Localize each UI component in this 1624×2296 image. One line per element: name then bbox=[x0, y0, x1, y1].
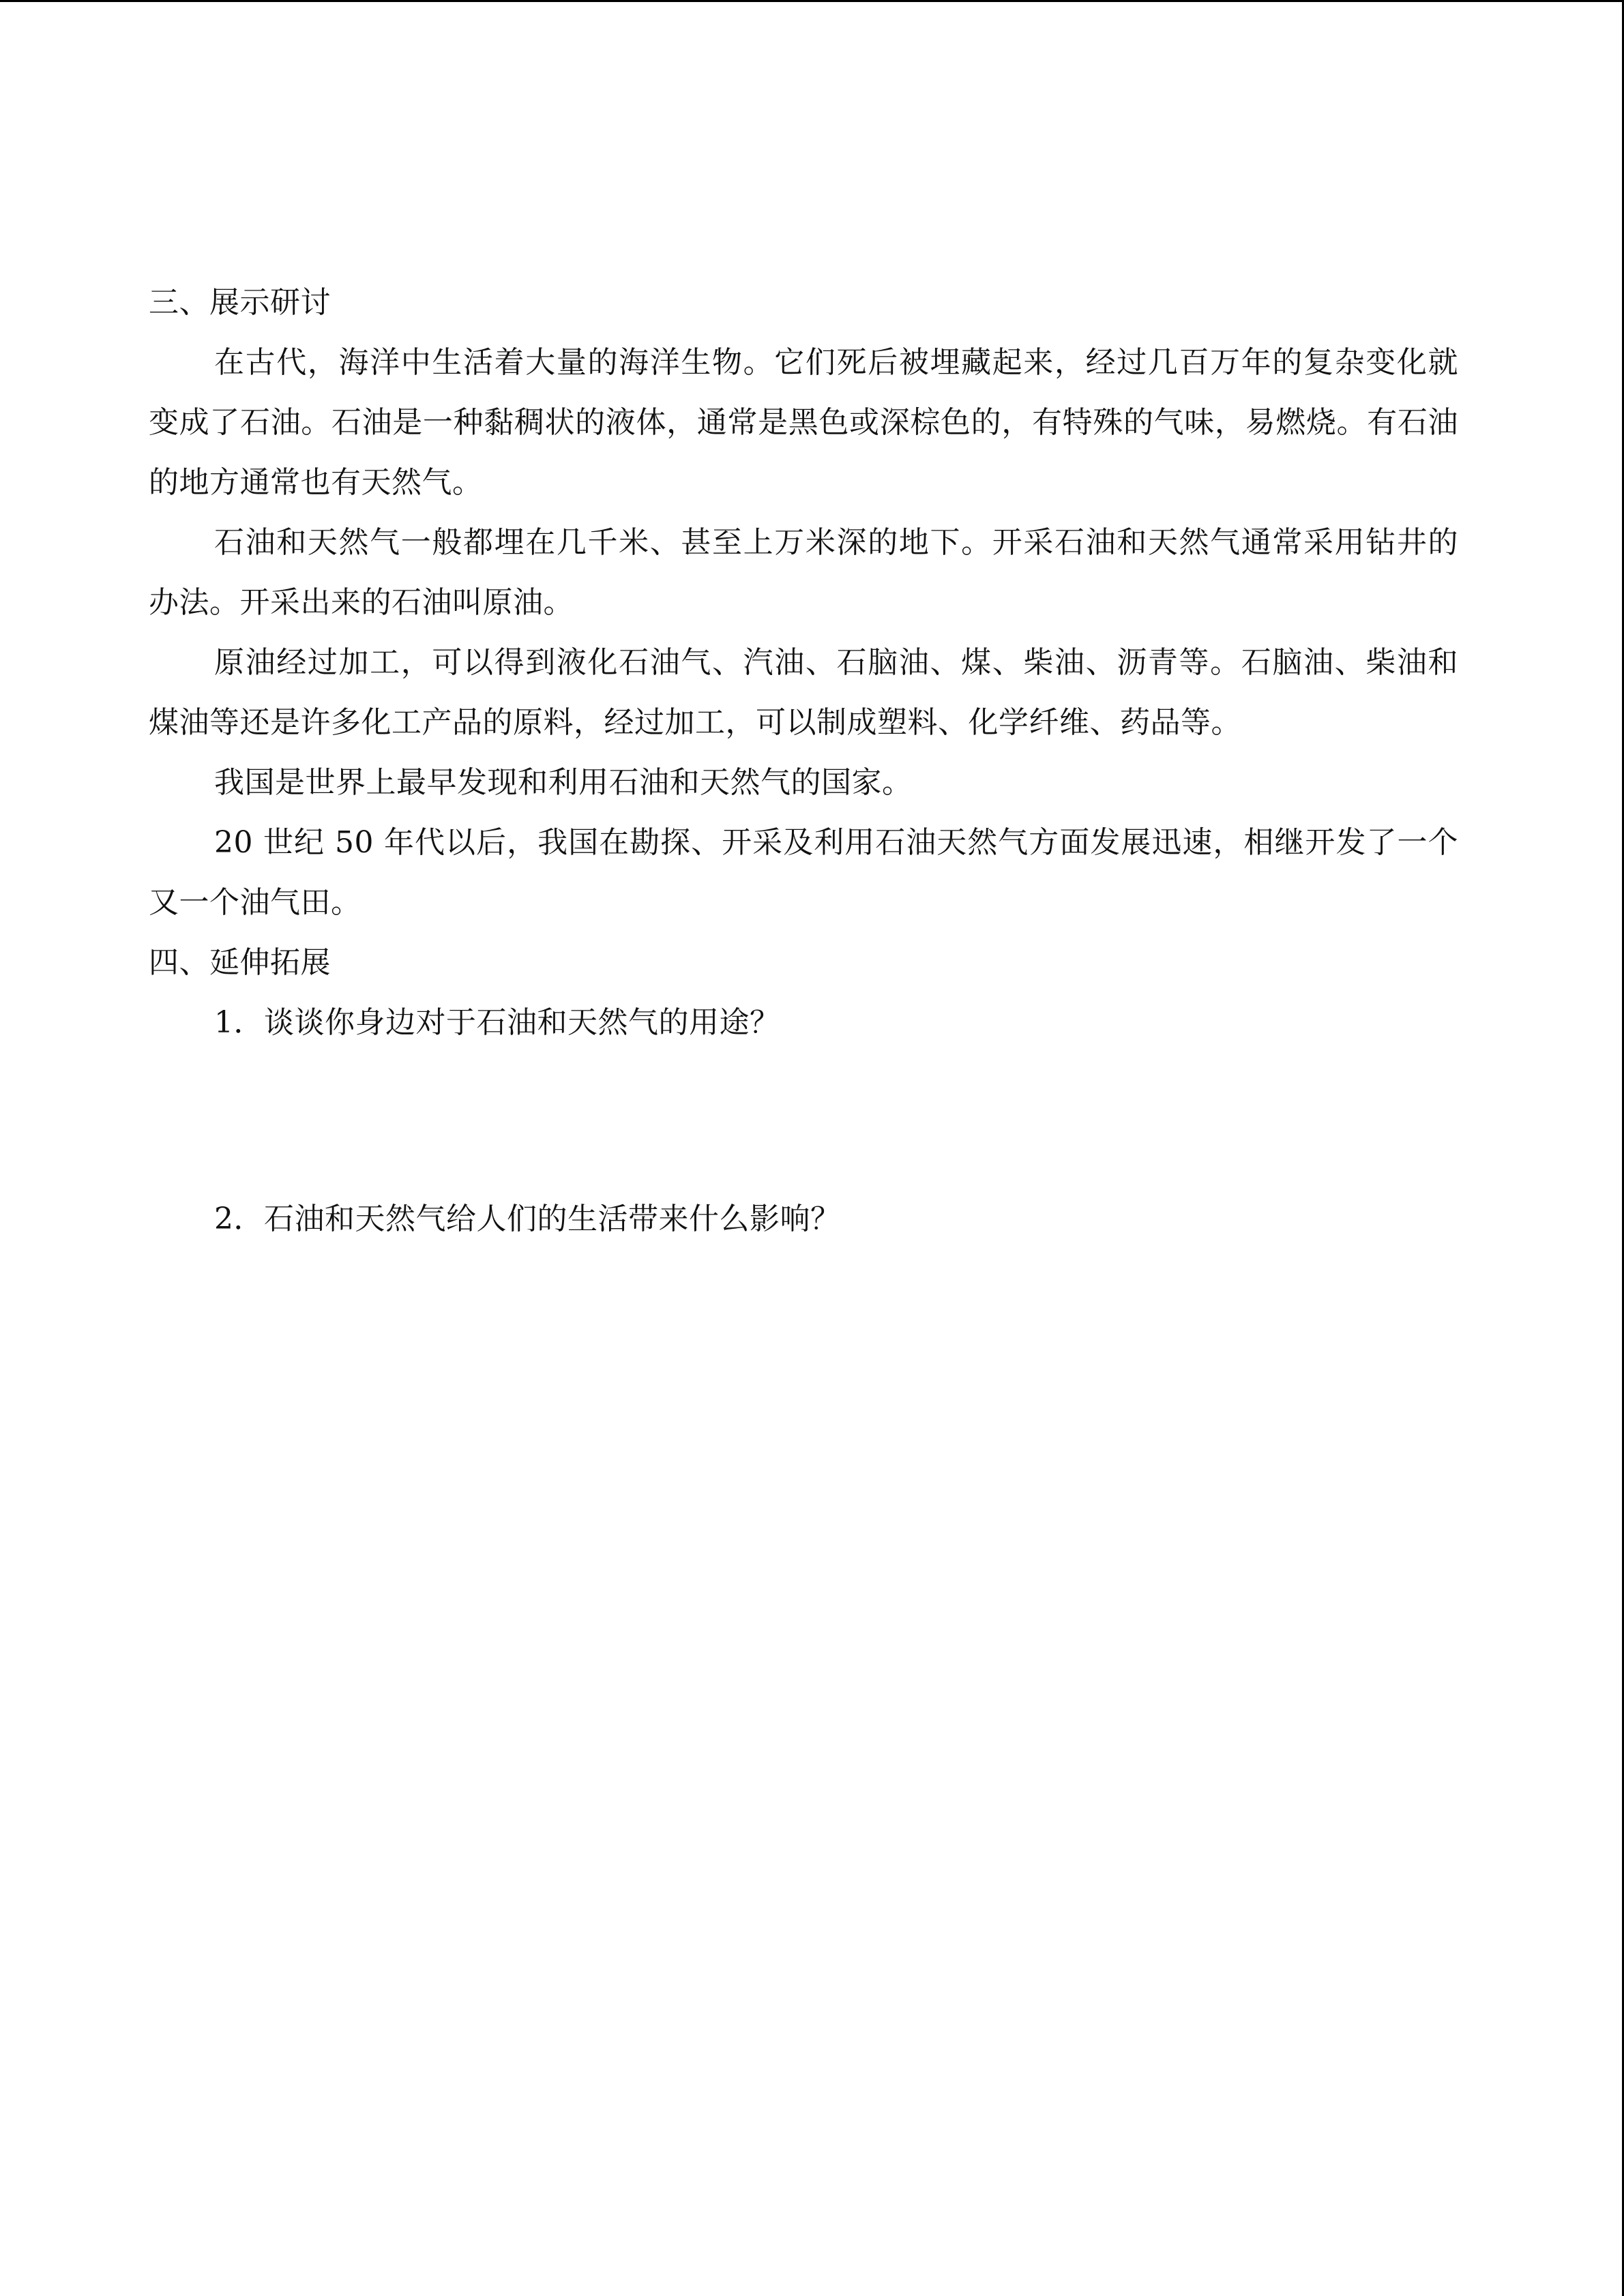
question-2: 2．石油和天然气给人们的生活带来什么影响？ bbox=[214, 1202, 841, 1236]
section-heading-extension: 四、延伸拓展 bbox=[149, 945, 331, 980]
document-body bbox=[149, 273, 1458, 1249]
paragraph-extraction: 石油和天然气一般都埋在几千米、甚至上万米深的地下。开采石油和天然气通常采用钻井的办法。开采出来的石油叫原油。 bbox=[149, 525, 1458, 620]
paragraph-history: 我国是世界上最早发现和利用石油和天然气的国家。 bbox=[214, 765, 913, 800]
paragraph-refining: 原油经过加工，可以得到液化石油气、汽油、石脑油、煤、柴油、沥青等。石脑油、柴油和煤油等还是许多化工产品的原料，经过加工，可以制成塑料、化学纤维、药品等。 bbox=[149, 645, 1458, 740]
paragraph-petroleum-origin: 在古代，海洋中生活着大量的海洋生物。它们死后被埋藏起来，经过几百万年的复杂变化就变成了石油。石油是一种黏稠状的液体，通常是黑色或深棕色的，有特殊的气味，易燃烧。有石油的地方通常也有天然气。 bbox=[149, 345, 1458, 500]
paragraph-development: 20 世纪 50 年代以后，我国在勘探、开采及利用石油天然气方面发展迅速，相继开发了一个又一个油气田。 bbox=[149, 825, 1458, 920]
question-1: 1．谈谈你身边对于石油和天然气的用途？ bbox=[214, 1005, 780, 1040]
section-heading-showcase: 三、展示研讨 bbox=[149, 285, 331, 320]
answer-space-1 bbox=[149, 1053, 1458, 1189]
